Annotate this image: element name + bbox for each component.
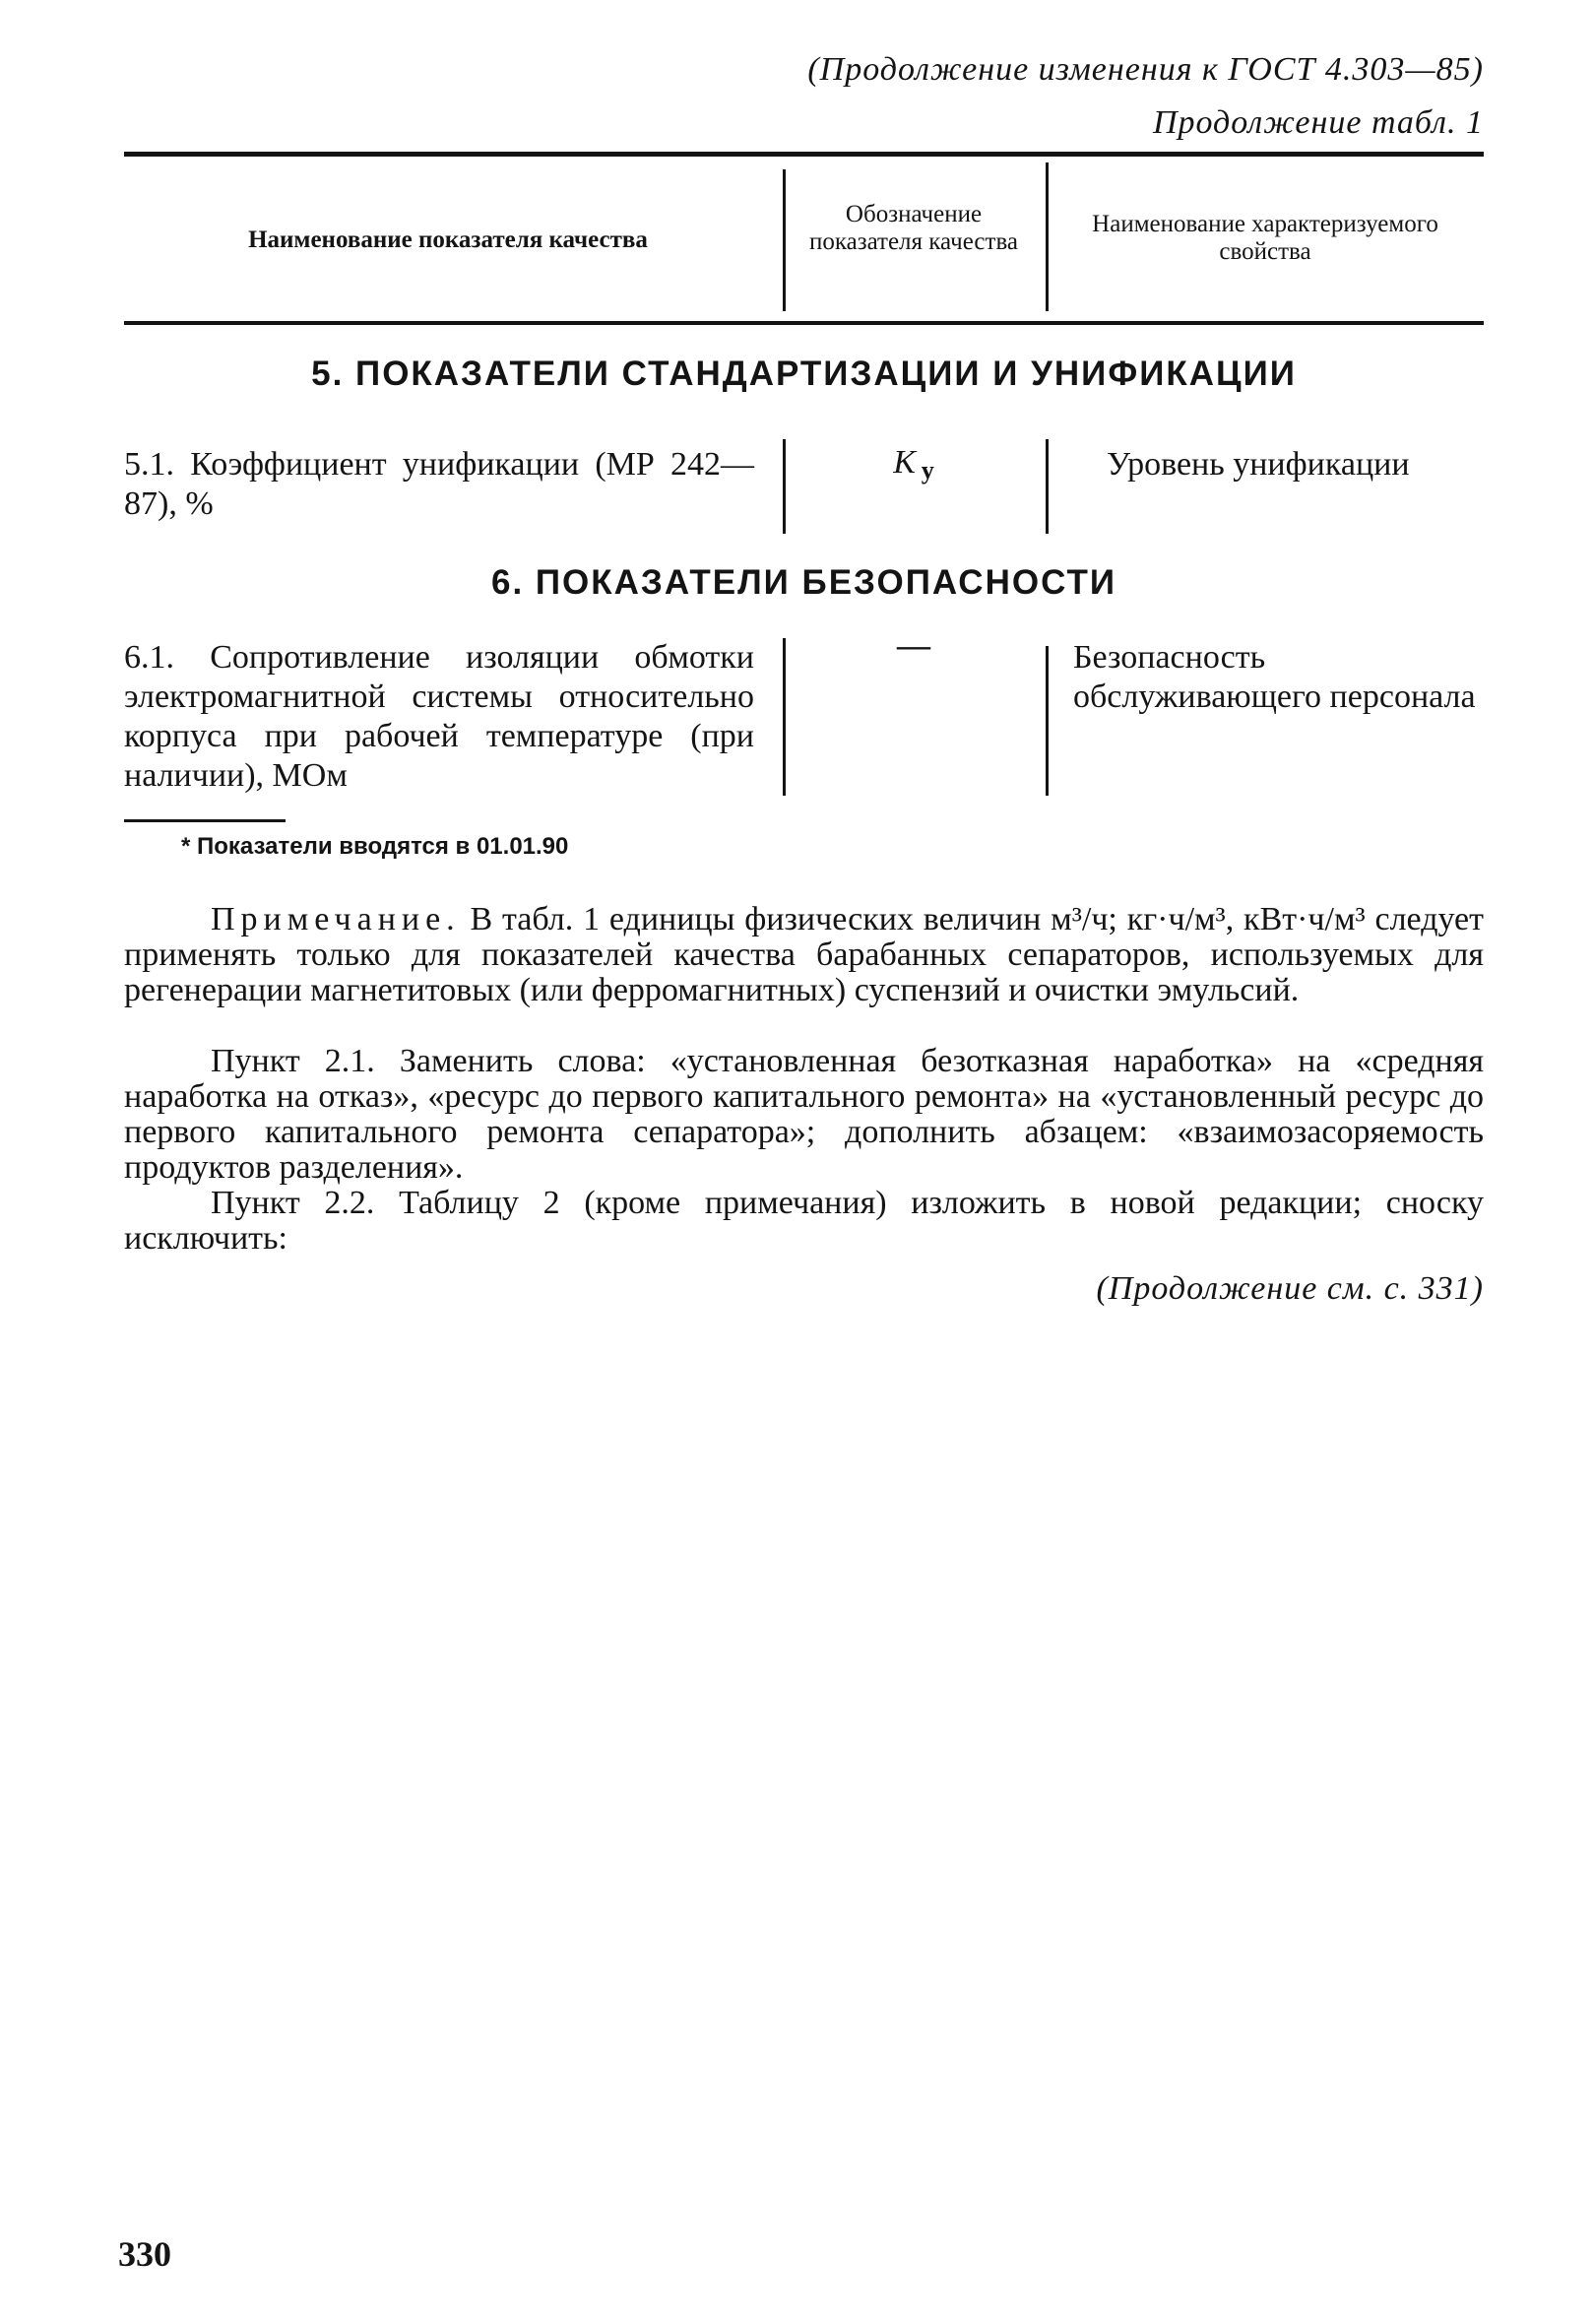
note-paragraph xyxy=(124,902,1484,1008)
indicator-symbol: — xyxy=(897,627,930,664)
indicator-name: 6.1. Сопротивление изоляции обмотки электромагнитной системы относительно корпуса при рабочей температуре (при наличии), МОм xyxy=(124,639,754,794)
footnote-rule xyxy=(124,819,286,822)
paragraph: Пункт 2.1. Заменить слова: «установленная безотказная наработка» на «средняя наработка на отказ», «ресурс до первого капитального ремонта» на «установленный ресурс до первого капитального ремонта сепаратора»; дополнить абзацем: «взаимозасоряемость продуктов разделения». xyxy=(124,1043,1484,1186)
column-header-property: Наименование характеризуемого свойства xyxy=(1092,211,1438,265)
column-header-name: Наименование показателя качества xyxy=(248,226,648,253)
paragraph: Пункт 2.2. Таблицу 2 (кроме примечания) изложить в новой редакции; сноску исключить: xyxy=(124,1185,1484,1257)
indicator-property: Безопасность обслуживающего персонала xyxy=(1073,639,1476,715)
note-lead: Примечание. xyxy=(211,901,461,937)
page-number: 330 xyxy=(118,2234,171,2274)
table-column-divider xyxy=(1046,162,1049,311)
table-column-divider xyxy=(783,439,786,534)
table-column-divider xyxy=(783,638,786,796)
table-column-divider xyxy=(1046,439,1049,534)
continuation-note: (Продолжение см. с. 331) xyxy=(1096,1270,1484,1307)
table-continuation-label: Продолжение табл. 1 xyxy=(1152,104,1484,141)
indicator-property: Уровень унификации xyxy=(1107,446,1410,483)
indicator-name: 5.1. Коэффициент унификации (МР 242—87), % xyxy=(124,446,754,522)
table-column-divider xyxy=(783,169,786,311)
footnote: * Показатели вводятся в 01.01.90 xyxy=(181,833,569,860)
indicator-symbol: К $_у$ xyxy=(893,444,934,484)
section-title: 5. ПОКАЗАТЕЛИ СТАНДАРТИЗАЦИИ И УНИФИКАЦИИ xyxy=(311,355,1297,393)
running-header: (Продолжение изменения к ГОСТ 4.303—85) xyxy=(807,51,1484,88)
section-title: 6. ПОКАЗАТЕЛИ БЕЗОПАСНОСТИ xyxy=(490,563,1117,602)
table-column-divider xyxy=(1046,646,1049,796)
table-top-rule xyxy=(124,152,1484,157)
column-header-symbol: Обозначение показателя качества xyxy=(808,201,1019,255)
table-header-rule xyxy=(124,321,1484,325)
note-text: В табл. 1 единицы физических величин м³/ч; кг·ч/м³, кВт·ч/м³ следует применять только для показателей качества барабанных сепараторов, используемых для регенерации магнетитовых (или ферромагнитных) суспензий и очистки эмульсий. xyxy=(124,901,1484,1008)
